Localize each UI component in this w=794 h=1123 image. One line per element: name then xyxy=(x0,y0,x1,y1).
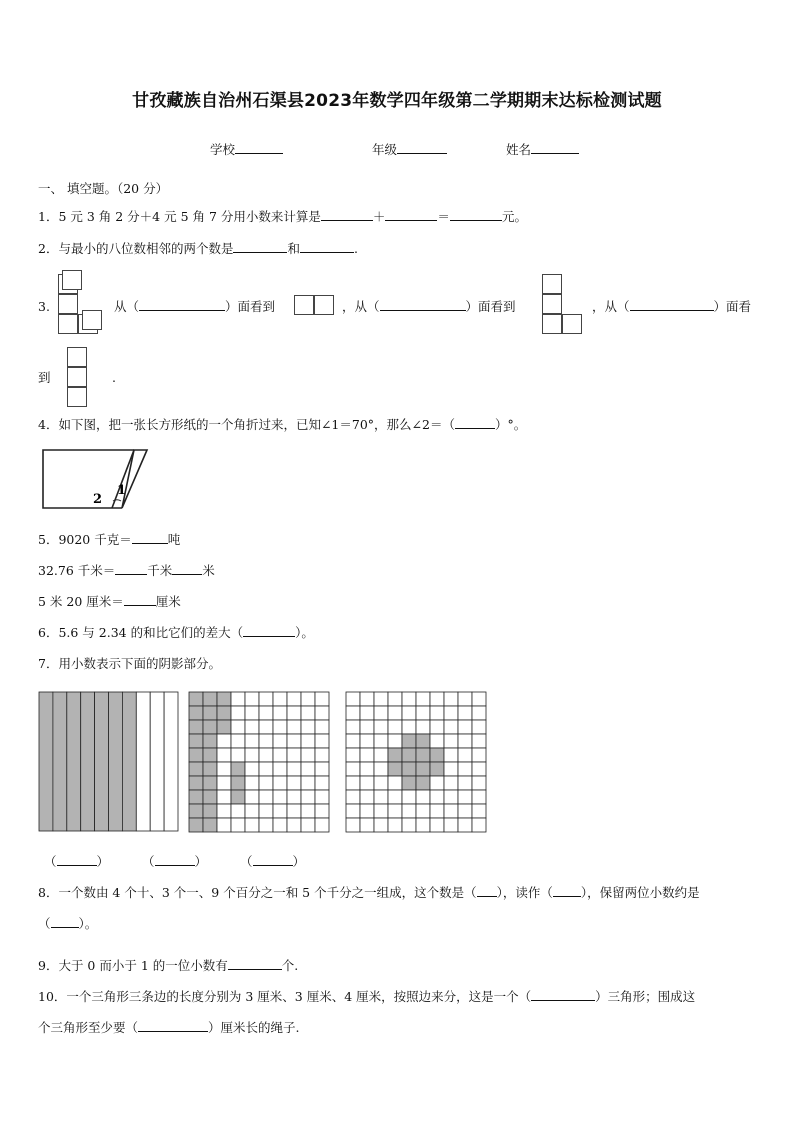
grid-3-cell xyxy=(444,748,458,762)
grid-3-cell xyxy=(444,790,458,804)
grid-1-strip xyxy=(150,692,164,831)
question-9: 9．大于 0 而小于 1 的一位小数有 个. xyxy=(38,958,299,973)
grid-2-cell xyxy=(231,818,245,832)
grid-2-cell xyxy=(287,818,301,832)
grid-2-cell xyxy=(245,804,259,818)
grid-3-cell xyxy=(444,720,458,734)
grid-3-cell xyxy=(458,818,472,832)
grid-3-cell xyxy=(402,734,416,748)
grid-3-cell xyxy=(472,818,486,832)
grid-2-cell xyxy=(287,692,301,706)
grid-3-cell xyxy=(346,790,360,804)
grid-2-cell xyxy=(203,734,217,748)
grid-2-cell xyxy=(231,790,245,804)
grid-3-cell xyxy=(346,762,360,776)
grid-2-cell xyxy=(315,804,329,818)
grid-3-cell xyxy=(374,720,388,734)
grid-3-cell xyxy=(346,748,360,762)
grid-2-cell xyxy=(245,692,259,706)
grid-3-cell xyxy=(430,776,444,790)
grid-1-strip xyxy=(81,692,95,831)
grid-3-cell xyxy=(458,734,472,748)
grid-3-cell xyxy=(346,720,360,734)
answer-blank[interactable] xyxy=(228,957,282,970)
grid-2-cell xyxy=(231,776,245,790)
grid-3-cell xyxy=(430,734,444,748)
grid-3-cell xyxy=(458,692,472,706)
grid-2-cell xyxy=(245,734,259,748)
grid-2-cell xyxy=(203,776,217,790)
grid-3-cell xyxy=(458,804,472,818)
grid-3-cell xyxy=(402,748,416,762)
grid-2-cell xyxy=(189,776,203,790)
grid-3-cell xyxy=(388,762,402,776)
question-2: 2．与最小的八位数相邻的两个数是 和 . xyxy=(38,241,358,256)
grid-1-strip xyxy=(164,692,178,831)
grid-2-cell xyxy=(315,776,329,790)
question-5-line2: 32.76 千米＝ 千米 米 xyxy=(38,563,215,578)
angle-2-label: 2 xyxy=(93,492,103,507)
grid-3-cell xyxy=(374,706,388,720)
grid-3-cell xyxy=(388,692,402,706)
grid-2-cell xyxy=(273,776,287,790)
question-3-part3: ，从（ ）面看 xyxy=(592,299,752,314)
grid-2-cell xyxy=(301,734,315,748)
question-8-line1: 8．一个数由 4 个十、3 个一、9 个百分之一和 5 个千分之一组成，这个数是（ ），读作（ ），保留两位小数约是 xyxy=(38,885,700,900)
grid-3-cell xyxy=(416,734,430,748)
question-10-line1: 10．一个三角形三条边的长度分别为 3 厘米、3 厘米、4 厘米，按照边来分，这是一个（ ）三角形；围成这 xyxy=(38,989,696,1004)
grid-2-cell xyxy=(189,804,203,818)
grid-2-cell xyxy=(231,720,245,734)
grid-3-cell xyxy=(416,706,430,720)
grid-1-answer[interactable]: （ ） xyxy=(44,854,110,869)
grid-3-cell xyxy=(416,748,430,762)
grid-3-cell xyxy=(472,692,486,706)
grid-3-cell xyxy=(388,748,402,762)
grid-3-cell xyxy=(444,706,458,720)
grid-2-cell xyxy=(231,804,245,818)
grid-3-cell xyxy=(416,776,430,790)
grid-2-cell xyxy=(259,790,273,804)
grid-2-cell xyxy=(231,762,245,776)
grid-2-cell xyxy=(203,720,217,734)
grid-2-cell xyxy=(273,804,287,818)
school-field[interactable]: 学校 xyxy=(210,141,283,158)
question-10-line2: 个三角形至少要（ ）厘米长的绳子. xyxy=(38,1020,300,1035)
grid-2-cell xyxy=(217,790,231,804)
grid-2-cell xyxy=(203,706,217,720)
grid-3-cell xyxy=(402,804,416,818)
grid-1-strip xyxy=(95,692,109,831)
grid-2-cell xyxy=(189,734,203,748)
grid-2-cell xyxy=(189,748,203,762)
grid-2-cell xyxy=(245,762,259,776)
grid-1-strip xyxy=(136,692,150,831)
grid-2-cell xyxy=(301,776,315,790)
grid-2-cell xyxy=(203,748,217,762)
answer-blank[interactable] xyxy=(477,884,497,897)
grid-2-cell xyxy=(203,804,217,818)
grid-3-cell xyxy=(388,818,402,832)
grid-2-cell xyxy=(273,790,287,804)
grid-2-cell xyxy=(203,790,217,804)
grid-2-cell xyxy=(217,818,231,832)
question-5-line1: 5．9020 千克＝ 吨 xyxy=(38,532,181,547)
grid-3-cell xyxy=(472,804,486,818)
grid-2-cell xyxy=(203,692,217,706)
grid-2-cell xyxy=(315,762,329,776)
grid-3-cell xyxy=(374,734,388,748)
grid-3-cell xyxy=(374,790,388,804)
grid-2-cell xyxy=(245,818,259,832)
grid-2-cell xyxy=(273,706,287,720)
name-field[interactable]: 姓名 xyxy=(506,141,579,158)
grid-2-cell xyxy=(189,762,203,776)
grid-3-cell xyxy=(388,720,402,734)
grid-2-answer[interactable]: （ ） xyxy=(142,854,208,869)
grid-1-strip xyxy=(67,692,81,831)
question-5-line3: 5 米 20 厘米＝ 厘米 xyxy=(38,594,181,609)
grid-3-cell xyxy=(444,776,458,790)
grid-2-cell xyxy=(315,734,329,748)
grid-2-cell xyxy=(259,818,273,832)
grid-2-cell xyxy=(259,762,273,776)
grid-3-cell xyxy=(346,776,360,790)
grid-3-cell xyxy=(402,692,416,706)
grid-3-cell xyxy=(458,748,472,762)
grid-3-cell xyxy=(374,748,388,762)
grid-3-cell xyxy=(374,762,388,776)
grid-2-cell xyxy=(301,818,315,832)
grid-2-cell xyxy=(287,776,301,790)
grid-2-cell xyxy=(273,734,287,748)
grid-2-cell xyxy=(231,706,245,720)
grid-3-cell xyxy=(360,804,374,818)
grid-3-cell xyxy=(360,692,374,706)
grid-1-strip xyxy=(39,692,53,831)
grid-2-cell xyxy=(301,762,315,776)
grid-3-cell xyxy=(472,720,486,734)
grid-2-cell xyxy=(231,734,245,748)
grid-3-cell xyxy=(444,692,458,706)
grid-3-cell xyxy=(402,790,416,804)
answer-blank[interactable] xyxy=(531,988,595,1001)
grid-3-cell xyxy=(472,790,486,804)
grid-3-cell xyxy=(388,734,402,748)
grid-2-cell xyxy=(273,720,287,734)
grid-2-cell xyxy=(315,720,329,734)
grid-3-cell xyxy=(472,762,486,776)
grid-3-cell xyxy=(416,762,430,776)
grid-3-cell xyxy=(388,706,402,720)
grid-2-cell xyxy=(259,804,273,818)
grid-3-cell xyxy=(360,776,374,790)
grid-2-cell xyxy=(273,762,287,776)
grid-3-cell xyxy=(430,762,444,776)
grid-3-cell xyxy=(430,692,444,706)
question-1: 1．5 元 3 角 2 分＋4 元 5 角 7 分用小数来计算是 ＋ ＝ 元。 xyxy=(38,209,527,224)
grid-3-cell xyxy=(346,818,360,832)
grid-3-cell xyxy=(458,720,472,734)
grid-2-cell xyxy=(231,748,245,762)
question-3-part2: ，从（ ）面看到 xyxy=(342,299,516,314)
grid-2-cell xyxy=(189,706,203,720)
grid-2-cell xyxy=(287,804,301,818)
question-3-number: 3. xyxy=(38,299,50,314)
grid-2-cell xyxy=(301,720,315,734)
question-4: 4．如下图，把一张长方形纸的一个角折过来，已知∠1＝70°，那么∠2＝（ ）°。 xyxy=(38,417,527,432)
grid-2-cell xyxy=(315,790,329,804)
grid-3-cell xyxy=(346,692,360,706)
grid-2-cell xyxy=(287,748,301,762)
grid-2-cell xyxy=(217,748,231,762)
grid-1-strip xyxy=(109,692,123,831)
grid-3-cell xyxy=(374,804,388,818)
grid-3-cell xyxy=(388,776,402,790)
grid-3-cell xyxy=(402,720,416,734)
grid-2-cell xyxy=(217,804,231,818)
grid-2-cell xyxy=(245,776,259,790)
grid-2-cell xyxy=(245,748,259,762)
grid-3-cell xyxy=(458,706,472,720)
grid-2-cell xyxy=(301,692,315,706)
grid-2-cell xyxy=(259,692,273,706)
grid-2-cell xyxy=(287,762,301,776)
question-6: 6．5.6 与 2.34 的和比它们的差大（ ）。 xyxy=(38,625,314,640)
grid-2-cell xyxy=(315,748,329,762)
grid-2-cell xyxy=(217,720,231,734)
question-3-end: . xyxy=(112,370,116,385)
grid-3-cell xyxy=(458,790,472,804)
grid-3-cell xyxy=(402,762,416,776)
grid-3-cell xyxy=(402,818,416,832)
grid-3-cell xyxy=(402,776,416,790)
grid-3-cell xyxy=(374,776,388,790)
grid-2-cell xyxy=(259,720,273,734)
grid-2-cell xyxy=(301,748,315,762)
grid-2-cell xyxy=(203,818,217,832)
grid-3-cell xyxy=(472,776,486,790)
grid-3-cell xyxy=(360,706,374,720)
grid-2-cell xyxy=(245,790,259,804)
grid-1-strip xyxy=(122,692,136,831)
grid-2-cell xyxy=(217,692,231,706)
grid-2-cell xyxy=(189,692,203,706)
grid-3-cell xyxy=(374,818,388,832)
grid-3-cell xyxy=(346,706,360,720)
grid-3-cell xyxy=(416,692,430,706)
answer-blank[interactable] xyxy=(138,1019,208,1032)
grid-2-cell xyxy=(259,776,273,790)
grid-3-cell xyxy=(360,790,374,804)
grade-field[interactable]: 年级 xyxy=(372,141,447,158)
answer-blank[interactable] xyxy=(553,884,581,897)
grid-2-cell xyxy=(217,776,231,790)
grid-3-cell xyxy=(430,804,444,818)
answer-blank[interactable] xyxy=(51,915,79,928)
grid-3-cell xyxy=(430,706,444,720)
grid-3-cell xyxy=(430,790,444,804)
angle-1-label: 1 xyxy=(117,483,127,498)
grid-3-cell xyxy=(472,734,486,748)
question-3-part1: 从（ ）面看到 xyxy=(114,299,276,314)
grid-3-cell xyxy=(360,720,374,734)
grid-2-cell xyxy=(301,706,315,720)
grid-2-cell xyxy=(259,734,273,748)
grid-3-cell xyxy=(416,790,430,804)
grid-3-cell xyxy=(444,762,458,776)
grid-3-cell xyxy=(360,734,374,748)
question-7: 7．用小数表示下面的阴影部分。 xyxy=(38,656,221,671)
grid-2-cell xyxy=(287,790,301,804)
grid-1-strip xyxy=(53,692,67,831)
grid-3-cell xyxy=(472,706,486,720)
grid-2-cell xyxy=(189,818,203,832)
grid-3-cell xyxy=(416,818,430,832)
grid-3-cell xyxy=(360,818,374,832)
grid-3-cell xyxy=(444,818,458,832)
grid-2-cell xyxy=(273,692,287,706)
grid-2-cell xyxy=(301,804,315,818)
grid-3-cell xyxy=(374,692,388,706)
grid-2-cell xyxy=(315,692,329,706)
grid-3-cell xyxy=(472,748,486,762)
grid-3-cell xyxy=(388,790,402,804)
grid-2-cell xyxy=(217,762,231,776)
question-8-line2: （ ）。 xyxy=(38,916,98,931)
grid-2-cell xyxy=(217,706,231,720)
grid-3-cell xyxy=(430,720,444,734)
grid-2-cell xyxy=(245,720,259,734)
grid-3-answer[interactable]: （ ） xyxy=(240,854,306,869)
grid-2-cell xyxy=(273,818,287,832)
grid-3-cell xyxy=(346,734,360,748)
page-title: 甘孜藏族自治州石渠县2023年数学四年级第二学期期末达标检测试题 xyxy=(132,91,662,111)
grid-3-cell xyxy=(458,762,472,776)
grid-2-cell xyxy=(231,692,245,706)
grid-3-cell xyxy=(430,748,444,762)
grid-3-cell xyxy=(416,720,430,734)
grid-2-cell xyxy=(189,790,203,804)
grid-3-cell xyxy=(360,762,374,776)
question-3-line2: 到 xyxy=(38,370,51,385)
section-heading: 一、 填空题。（20 分） xyxy=(38,181,169,196)
grid-3-cell xyxy=(388,804,402,818)
grid-3-cell xyxy=(444,734,458,748)
grid-3-cell xyxy=(458,776,472,790)
grid-3-cell xyxy=(360,748,374,762)
grid-2-cell xyxy=(287,720,301,734)
grid-2-cell xyxy=(301,790,315,804)
grid-3-cell xyxy=(416,804,430,818)
grid-2-cell xyxy=(273,748,287,762)
grid-2-cell xyxy=(217,734,231,748)
grid-3-cell xyxy=(430,818,444,832)
grid-3-cell xyxy=(444,804,458,818)
grid-2-cell xyxy=(287,706,301,720)
grid-2-cell xyxy=(245,706,259,720)
grid-2-cell xyxy=(287,734,301,748)
grid-2-cell xyxy=(203,762,217,776)
grid-3-cell xyxy=(346,804,360,818)
grid-2-cell xyxy=(315,706,329,720)
grid-2-cell xyxy=(259,706,273,720)
grid-2-cell xyxy=(259,748,273,762)
grid-2-cell xyxy=(189,720,203,734)
grid-3-cell xyxy=(402,706,416,720)
grid-2-cell xyxy=(315,818,329,832)
